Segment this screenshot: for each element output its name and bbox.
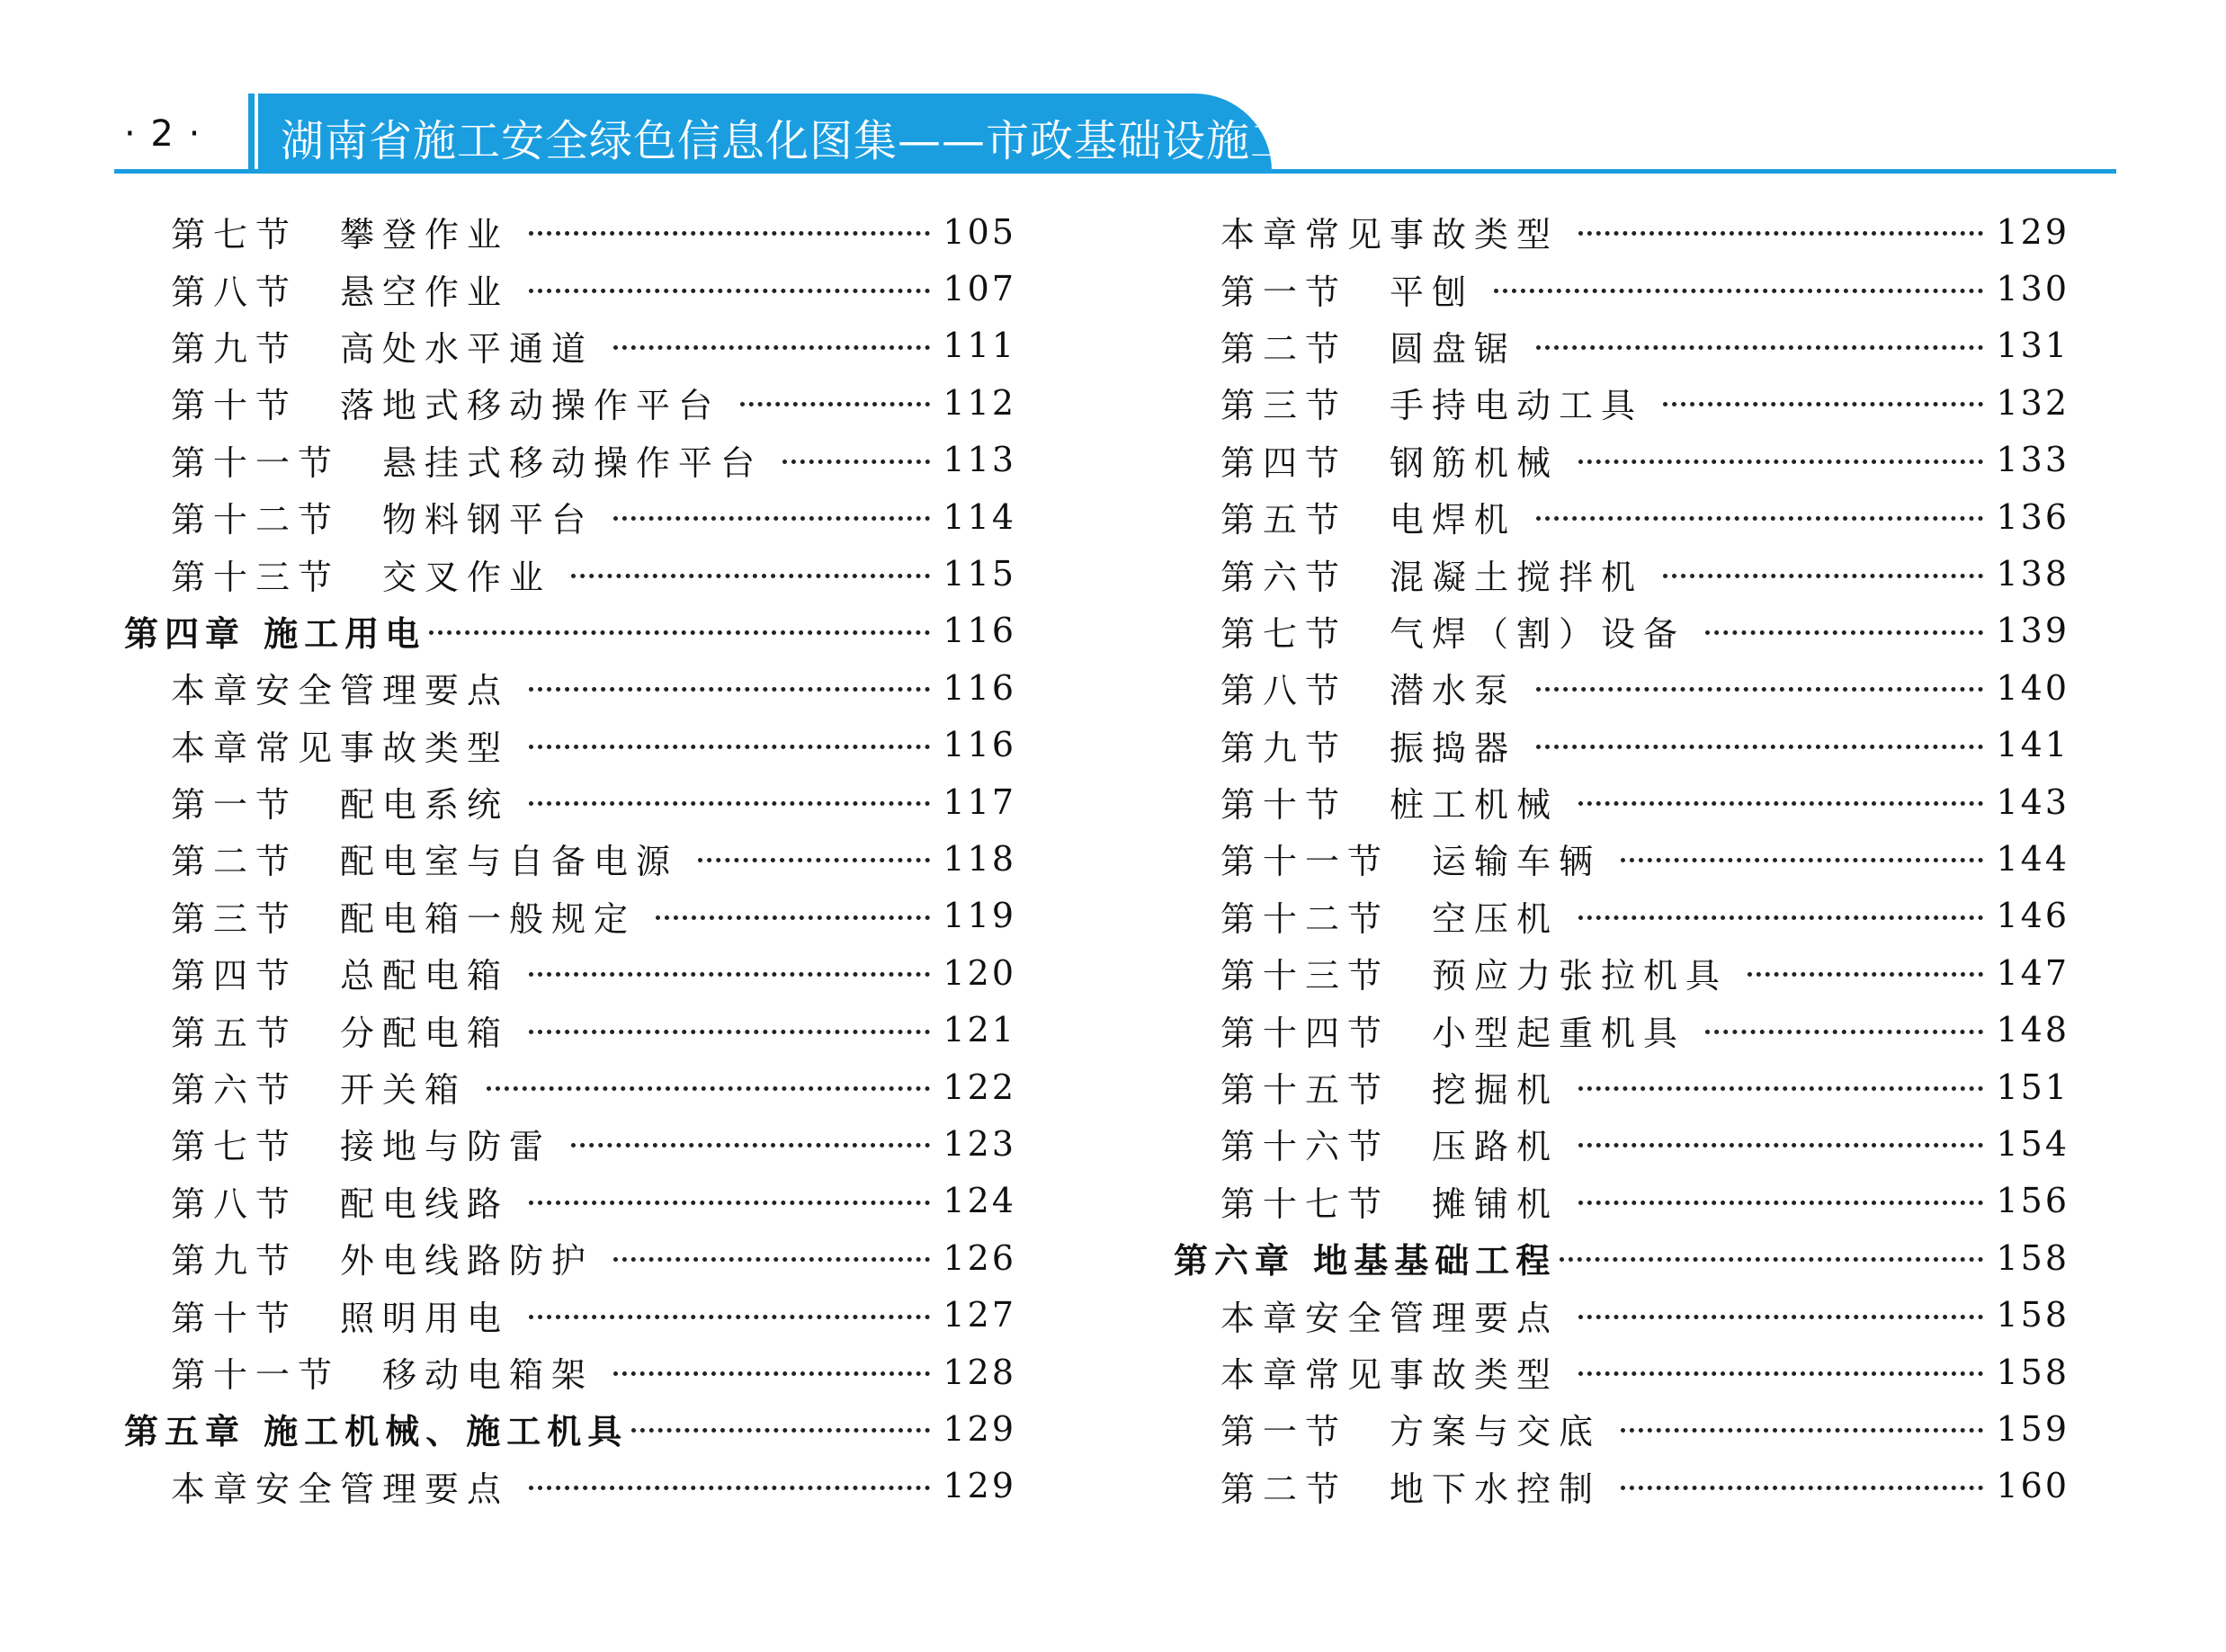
toc-entry[interactable] xyxy=(124,1229,1016,1286)
toc-entry[interactable] xyxy=(1174,888,2070,944)
toc-entry[interactable] xyxy=(1174,1058,2070,1115)
toc-page-number: 136 xyxy=(1996,496,2070,537)
leader-dots xyxy=(1621,1486,1983,1490)
toc-page-number: 143 xyxy=(1996,781,2070,822)
toc-entry-label: 第六章 地基基础工程 xyxy=(1174,1240,1557,1281)
toc-page-number: 126 xyxy=(943,1237,1016,1278)
toc-page-number: 141 xyxy=(1996,725,2070,765)
toc-page-number: 116 xyxy=(943,667,1016,708)
leader-dots xyxy=(1705,630,1983,635)
toc-entry-label: 第九节 振捣器 xyxy=(1220,728,1517,768)
page-header xyxy=(0,0,2226,180)
toc-page-number: 144 xyxy=(1996,838,2070,879)
toc-entry[interactable] xyxy=(124,1058,1016,1115)
toc-page-number: 124 xyxy=(943,1181,1016,1221)
leader-dots xyxy=(1536,745,1983,749)
toc-entry-label: 第二节 圆盘锯 xyxy=(1220,328,1517,369)
toc-entry-label: 第二节 地下水控制 xyxy=(1220,1469,1602,1509)
toc-page-number: 159 xyxy=(1996,1408,2070,1449)
toc-entry-label: 第二节 配电室与自备电源 xyxy=(171,842,679,882)
toc-entry-label: 第四节 钢筋机械 xyxy=(1220,442,1560,483)
leader-dots xyxy=(1494,289,1983,293)
leader-dots xyxy=(529,972,930,977)
leader-dots xyxy=(1536,345,1983,350)
toc-entry-label: 第五章 施工机械、施工机具 xyxy=(124,1411,629,1452)
toc-entry-label: 第十一节 移动电箱架 xyxy=(171,1355,594,1395)
toc-page-number: 129 xyxy=(943,1466,1016,1506)
toc-entry[interactable] xyxy=(1174,203,2070,260)
toc-entry[interactable] xyxy=(1174,1400,2070,1457)
leader-dots xyxy=(1578,915,1983,920)
toc-entry[interactable] xyxy=(124,773,1016,830)
toc-entry[interactable] xyxy=(124,830,1016,887)
toc-page-number: 113 xyxy=(943,440,1016,480)
toc-entry-label: 第十节 落地式移动操作平台 xyxy=(171,386,721,426)
toc-page-number: 120 xyxy=(943,952,1016,993)
toc-entry[interactable] xyxy=(1174,1344,2070,1400)
toc-entry-label: 第五节 电焊机 xyxy=(1220,500,1517,540)
toc-entry[interactable] xyxy=(1174,603,2070,659)
toc-entry-label: 本章常见事故类型 xyxy=(171,728,510,768)
toc-entry[interactable] xyxy=(1174,944,2070,1001)
toc-entry-label: 第四节 总配电箱 xyxy=(171,956,510,996)
toc-page-number: 132 xyxy=(1996,382,2070,423)
leader-dots xyxy=(631,1428,930,1433)
toc-entry-label: 第一节 配电系统 xyxy=(171,785,510,826)
leader-dots xyxy=(1536,687,1983,692)
toc-page-number: 123 xyxy=(943,1123,1016,1164)
toc-page-number: 158 xyxy=(1996,1237,2070,1278)
toc-entry[interactable] xyxy=(124,944,1016,1001)
leader-dots xyxy=(1578,1201,1983,1205)
leader-dots xyxy=(613,516,930,521)
book-title: 湖南省施工安全绿色信息化图集——市政基础设施工程 xyxy=(281,116,1339,166)
toc-page-number: 139 xyxy=(1996,611,2070,651)
leader-dots xyxy=(740,402,930,406)
toc-chapter-entry[interactable] xyxy=(1174,1229,2070,1286)
toc-entry-label: 第五节 分配电箱 xyxy=(171,1013,510,1053)
toc-entry[interactable] xyxy=(1174,1115,2070,1172)
leader-dots xyxy=(1578,231,1983,236)
toc-entry[interactable] xyxy=(1174,488,2070,545)
toc-entry-label: 第十二节 空压机 xyxy=(1220,898,1560,939)
toc-entry-label: 第十一节 运输车辆 xyxy=(1220,842,1602,882)
toc-entry[interactable] xyxy=(124,260,1016,317)
leader-dots xyxy=(1621,1428,1983,1433)
leader-dots xyxy=(1748,972,1983,977)
page-number: · 2 · xyxy=(124,113,202,155)
toc-page-number: 116 xyxy=(943,725,1016,765)
toc-page-number: 148 xyxy=(1996,1010,2070,1050)
toc-chapter-entry[interactable] xyxy=(124,1400,1016,1457)
toc-entry-label: 第十节 桩工机械 xyxy=(1220,785,1560,826)
toc-page-number: 131 xyxy=(1996,326,2070,366)
toc-page-number: 146 xyxy=(1996,896,2070,936)
leader-dots xyxy=(1705,1030,1983,1034)
toc-page-number: 160 xyxy=(1996,1466,2070,1506)
toc-entry-label: 第一节 方案与交底 xyxy=(1220,1412,1602,1452)
toc-entry[interactable] xyxy=(1174,374,2070,431)
toc-page-number: 105 xyxy=(943,211,1016,252)
leader-dots xyxy=(529,289,930,293)
toc-entry[interactable] xyxy=(124,1286,1016,1343)
toc-entry[interactable] xyxy=(124,317,1016,374)
toc-entry-label: 第十五节 挖掘机 xyxy=(1220,1070,1560,1111)
toc-chapter-entry[interactable] xyxy=(124,603,1016,659)
leader-dots xyxy=(529,1315,930,1319)
toc-page-number: 115 xyxy=(943,554,1016,594)
toc-page-number: 116 xyxy=(943,611,1016,651)
toc-entry[interactable] xyxy=(124,1115,1016,1172)
toc-entry-label: 本章安全管理要点 xyxy=(1220,1298,1560,1338)
toc-page-number: 127 xyxy=(943,1295,1016,1335)
toc-entry[interactable] xyxy=(124,545,1016,602)
leader-dots xyxy=(1578,460,1983,464)
toc-entry-label: 本章常见事故类型 xyxy=(1220,215,1560,255)
leader-dots xyxy=(656,915,930,920)
toc-entry-label: 第十四节 小型起重机具 xyxy=(1220,1013,1686,1053)
toc-column-left xyxy=(124,203,1016,1514)
toc-page-number: 158 xyxy=(1996,1295,2070,1335)
leader-dots xyxy=(1578,1143,1983,1147)
leader-dots xyxy=(1536,516,1983,521)
toc-entry-label: 第八节 悬空作业 xyxy=(171,272,510,312)
leader-dots xyxy=(529,231,930,236)
leader-dots xyxy=(1663,574,1983,578)
toc-entry[interactable] xyxy=(1174,830,2070,887)
toc-page-number: 128 xyxy=(943,1352,1016,1392)
toc-entry-label: 第十七节 摊铺机 xyxy=(1220,1183,1560,1224)
leader-dots xyxy=(529,1486,930,1490)
tab-divider xyxy=(255,94,258,171)
toc-entry-label: 第三节 手持电动工具 xyxy=(1220,386,1644,426)
toc-page-number: 154 xyxy=(1996,1123,2070,1164)
toc-page-number: 140 xyxy=(1996,667,2070,708)
toc-page-number: 107 xyxy=(943,269,1016,309)
toc-page-number: 156 xyxy=(1996,1181,2070,1221)
leader-dots xyxy=(529,801,930,806)
toc-page-number: 133 xyxy=(1996,440,2070,480)
toc-entry[interactable] xyxy=(1174,659,2070,716)
toc-entry[interactable] xyxy=(1174,1286,2070,1343)
toc-entry[interactable] xyxy=(1174,1001,2070,1058)
leader-dots xyxy=(487,1086,930,1091)
toc-entry[interactable] xyxy=(124,1344,1016,1400)
toc-entry-label: 第十三节 预应力张拉机具 xyxy=(1220,956,1729,996)
toc-entry[interactable] xyxy=(124,1001,1016,1058)
toc-entry[interactable] xyxy=(1174,773,2070,830)
toc-entry-label: 第十六节 压路机 xyxy=(1220,1127,1560,1167)
toc-entry[interactable] xyxy=(124,1173,1016,1229)
toc-entry-label: 第一节 平刨 xyxy=(1220,272,1475,312)
toc-entry-label: 第四章 施工用电 xyxy=(124,612,426,654)
toc-entry-label: 第十一节 悬挂式移动操作平台 xyxy=(171,442,764,483)
toc-page-number: 151 xyxy=(1996,1067,2070,1107)
leader-dots xyxy=(1578,1086,1983,1091)
toc-entry-label: 第八节 潜水泵 xyxy=(1220,671,1517,711)
toc-page-number: 129 xyxy=(1996,211,2070,252)
toc-entry[interactable] xyxy=(1174,317,2070,374)
toc-entry[interactable] xyxy=(124,1458,1016,1514)
toc-entry-label: 第六节 开关箱 xyxy=(171,1070,468,1111)
toc-entry-label: 第七节 攀登作业 xyxy=(171,215,510,255)
toc-page-number: 158 xyxy=(1996,1352,2070,1392)
toc-page-number: 130 xyxy=(1996,269,2070,309)
leader-dots xyxy=(782,460,930,464)
toc-entry-label: 第十二节 物料钢平台 xyxy=(171,500,594,540)
toc-entry-label: 本章安全管理要点 xyxy=(171,1469,510,1509)
toc-page-number: 119 xyxy=(943,896,1016,936)
toc-page-number: 111 xyxy=(943,326,1016,366)
leader-dots xyxy=(529,1201,930,1205)
toc-page-number: 117 xyxy=(943,781,1016,822)
toc-entry[interactable] xyxy=(1174,1173,2070,1229)
toc-entry-label: 第十三节 交叉作业 xyxy=(171,557,552,597)
toc-entry-label: 第七节 气焊（割）设备 xyxy=(1220,613,1686,654)
leader-dots xyxy=(571,1143,930,1147)
leader-dots xyxy=(429,630,930,635)
leader-dots xyxy=(613,345,930,350)
toc-column-right xyxy=(1174,203,2070,1514)
leader-dots xyxy=(613,1371,930,1376)
toc-entry-label: 本章安全管理要点 xyxy=(171,671,510,711)
toc-entry[interactable] xyxy=(1174,1458,2070,1514)
toc-entry[interactable] xyxy=(124,488,1016,545)
toc-page-number: 121 xyxy=(943,1010,1016,1050)
toc-page-number: 118 xyxy=(943,838,1016,879)
leader-dots xyxy=(1560,1257,1983,1262)
toc-entry[interactable] xyxy=(124,203,1016,260)
leader-dots xyxy=(571,574,930,578)
leader-dots xyxy=(1578,801,1983,806)
toc-page-number: 138 xyxy=(1996,554,2070,594)
leader-dots xyxy=(698,858,930,862)
leader-dots xyxy=(613,1257,930,1262)
toc-page-number: 129 xyxy=(943,1408,1016,1449)
toc-entry-label: 第九节 高处水平通道 xyxy=(171,328,594,369)
leader-dots xyxy=(529,745,930,749)
leader-dots xyxy=(1578,1315,1983,1319)
leader-dots xyxy=(529,687,930,692)
leader-dots xyxy=(1663,402,1983,406)
toc-entry[interactable] xyxy=(124,888,1016,944)
toc-page-number: 147 xyxy=(1996,952,2070,993)
toc-entry[interactable] xyxy=(1174,432,2070,488)
toc-entry-label: 第三节 配电箱一般规定 xyxy=(171,898,637,939)
leader-dots xyxy=(1578,1371,1983,1376)
toc-entry[interactable] xyxy=(1174,545,2070,602)
leader-dots xyxy=(1621,858,1983,862)
toc-entry[interactable] xyxy=(124,374,1016,431)
toc-page-number: 122 xyxy=(943,1067,1016,1107)
leader-dots xyxy=(529,1030,930,1034)
toc-entry-label: 第九节 外电线路防护 xyxy=(171,1241,594,1281)
toc-entry[interactable] xyxy=(124,717,1016,773)
toc-entry-label: 本章常见事故类型 xyxy=(1220,1355,1560,1395)
toc-entry-label: 第六节 混凝土搅拌机 xyxy=(1220,557,1644,597)
toc-page-number: 114 xyxy=(943,496,1016,537)
toc-page-number: 112 xyxy=(943,382,1016,423)
toc-entry[interactable] xyxy=(1174,717,2070,773)
toc-entry[interactable] xyxy=(1174,260,2070,317)
toc-entry[interactable] xyxy=(124,432,1016,488)
toc-entry-label: 第八节 配电线路 xyxy=(171,1183,510,1224)
toc-entry-label: 第十节 照明用电 xyxy=(171,1298,510,1338)
toc-entry-label: 第七节 接地与防雷 xyxy=(171,1127,552,1167)
toc-entry[interactable] xyxy=(124,659,1016,716)
header-rule xyxy=(114,169,2116,174)
